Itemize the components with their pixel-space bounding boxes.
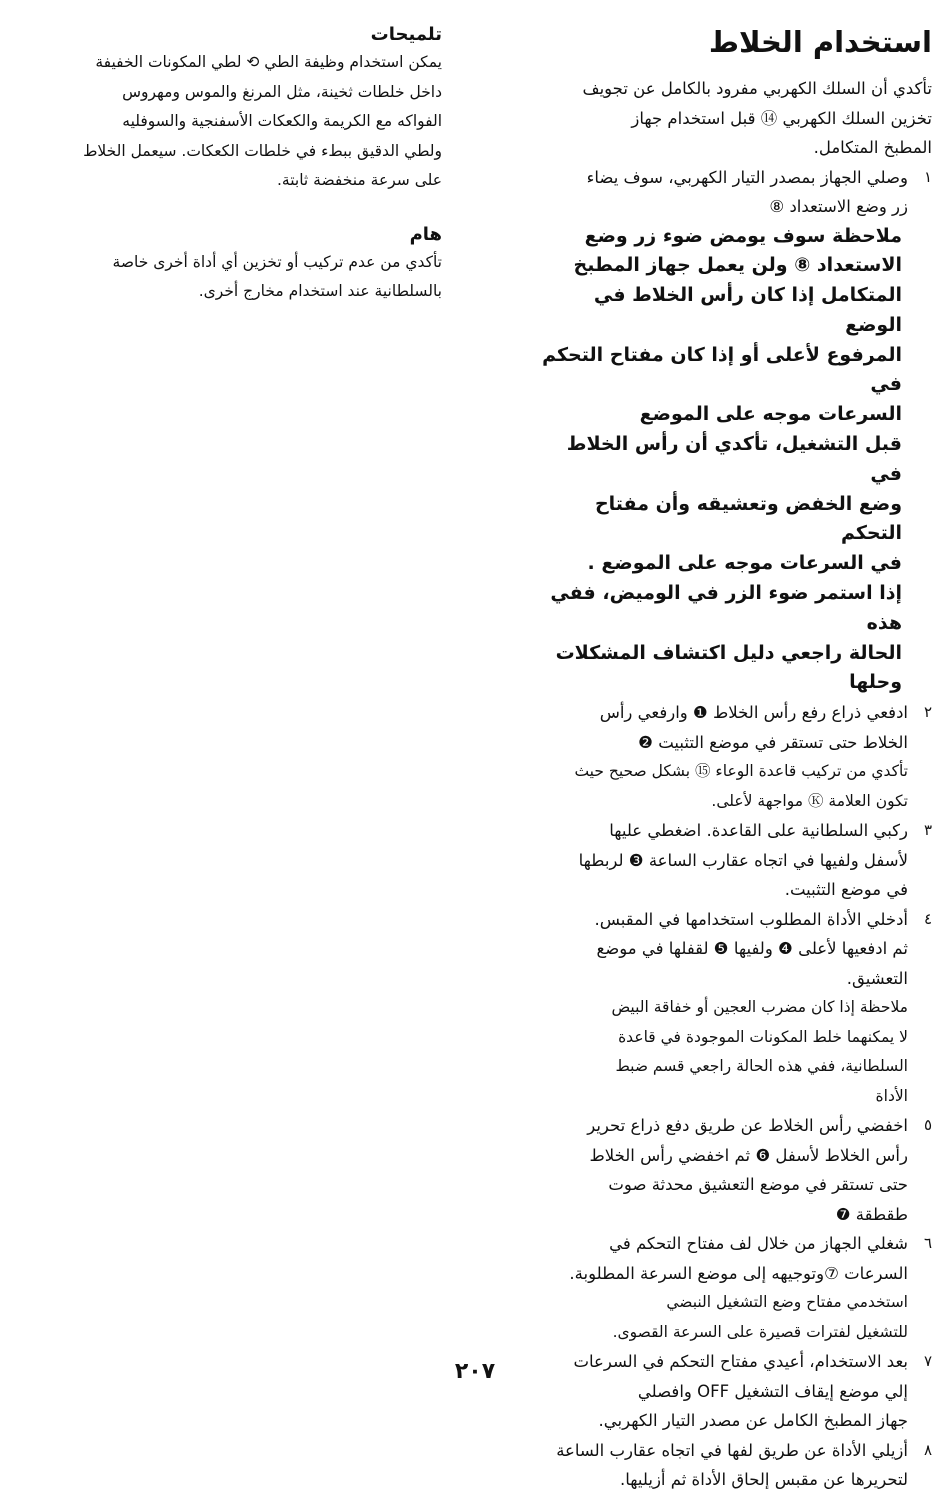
step-line: أدخلي الأداة المطلوب استخدامها في المقبس. — [594, 909, 908, 929]
intro-paragraph — [512, 74, 932, 163]
main-column — [512, 22, 932, 1495]
step-line: السرعات ⑦وتوجيهه إلى موضع السرعة المطلوبة. — [569, 1263, 908, 1283]
step-line: ثم ادفعيها لأعلى ❹ ولفيها ❺ لقفلها في موضع — [596, 939, 908, 959]
step-line: السلطانية، ففي هذه الحالة راجعي قسم ضبط — [615, 1057, 908, 1076]
note-line: ملاحظة سوف يومض ضوء زر وضع — [584, 224, 902, 247]
step-line: طقطقة ❼ — [835, 1204, 908, 1224]
tips-paragraph — [22, 48, 442, 196]
note-line: المتكامل إذا كان رأس الخلاط في الوضع — [593, 284, 902, 336]
note-line: السرعات موجه على الموضع — [639, 403, 902, 426]
step-line: اخفضي رأس الخلاط عن طريق دفع ذراع تحرير — [587, 1116, 908, 1136]
step-line: الأداة — [875, 1086, 908, 1105]
tips-line: على سرعة منخفضة ثابتة. — [276, 171, 442, 189]
note-line: الاستعداد ⑧ ولن يعمل جهاز المطبخ — [573, 254, 902, 277]
step-line: بعد الاستخدام، أعيدي مفتاح التحكم في السرعات — [573, 1352, 908, 1372]
step-line: لأسفل ولفيها في اتجاه عقارب الساعة ❸ لربطها — [578, 850, 908, 870]
important-paragraph — [22, 248, 442, 307]
intro-line: تأكدي أن السلك الكهربي مفرود بالكامل عن تجويف — [582, 79, 932, 98]
step-line: رأس الخلاط لأسفل ❻ ثم اخفضي رأس الخلاط — [589, 1145, 908, 1165]
step-line: لا يمكنهما خلط المكونات الموجودة في قاعدة — [618, 1027, 908, 1046]
step-6 — [512, 1229, 932, 1347]
note-line: وضع الخفض وتعشيقه وأن مفتاح التحكم — [594, 492, 902, 545]
step-line: إلي موضع إيقاف التشغيل OFF وافصلي — [637, 1381, 908, 1401]
step-number: ٨ — [923, 1440, 932, 1459]
step-line: شغلي الجهاز من خلال لف مفتاح التحكم في — [609, 1234, 908, 1254]
step-3 — [512, 816, 932, 905]
step-line: في موضع التثبيت. — [784, 880, 908, 900]
note-line: المرفوع لأعلى أو إذا كان مفتاح التحكم في — [542, 343, 902, 396]
step-line: ادفعي ذراع رفع رأس الخلاط ❶ وارفعي رأس — [599, 703, 908, 723]
step-number: ٧ — [923, 1352, 932, 1371]
step-line: تكون العلامة Ⓚ مواجهة لأعلى. — [711, 791, 908, 810]
step-line: وصلي الجهاز بمصدر التيار الكهربي، سوف يضاء — [586, 167, 908, 187]
step-line: جهاز المطبخ الكامل عن مصدر التيار الكهربي. — [598, 1411, 908, 1431]
step-1 — [512, 163, 932, 222]
note-line: إذا استمر ضوء الزر في الوميض، ففي هذه — [550, 582, 902, 634]
tips-heading: تلميحات — [370, 24, 442, 45]
page-number: ٢٠٧ — [454, 1359, 496, 1384]
step-line: استخدمي مفتاح وضع التشغيل النبضي — [666, 1293, 908, 1312]
step-number: ٦ — [923, 1234, 932, 1253]
note-line: في السرعات موجه على الموضع . — [587, 552, 902, 575]
tips-line: داخل خلطات ثخينة، مثل المرنغ والموس ومهروس — [122, 82, 442, 101]
step-line: ملاحظة إذا كان مضرب العجين أو خفاقة البيض — [611, 998, 908, 1017]
step-line: تأكدي من تركيب قاعدة الوعاء ⑮ بشكل صحيح حيث — [574, 762, 908, 781]
step-number: ٥ — [923, 1116, 932, 1135]
bold-note — [512, 222, 932, 699]
important-heading: هام — [409, 223, 442, 245]
intro-line: المطبخ المتكامل. — [813, 138, 932, 157]
important-line: تأكدي من عدم تركيب أو تخزين أي أداة أخرى خاصة — [112, 252, 442, 271]
intro-line: تخزين السلك الكهربي ⑭ قبل استخدام جهاز — [631, 108, 932, 128]
step-number: ٣ — [923, 821, 932, 840]
step-line: التعشيق. — [846, 968, 908, 988]
step-8 — [512, 1436, 932, 1495]
note-line: الحالة راجعي دليل اكتشاف المشكلات — [555, 641, 902, 664]
step-line: للتشغيل لفترات قصيرة على السرعة القصوى. — [612, 1322, 908, 1341]
side-column — [22, 22, 442, 307]
step-line: زر وضع الاستعداد ⑧ — [769, 197, 908, 216]
step-5 — [512, 1111, 932, 1229]
step-number: ١ — [923, 167, 932, 186]
step-number: ٢ — [923, 703, 932, 722]
step-line: حتى تستقر في موضع التعشيق محدثة صوت — [608, 1175, 908, 1195]
step-line: الخلاط حتى تستقر في موضع التثبيت ❷ — [638, 732, 908, 752]
tips-line: ولطي الدقيق ببطء في خلطات الكعكات. سيعمل الخلاط — [83, 141, 442, 160]
page-title: استخدام الخلاط — [708, 25, 932, 59]
note-line: وحلها — [849, 671, 902, 694]
step-4 — [512, 905, 932, 1112]
tips-line: يمكن استخدام وظيفة الطي ⟲ لطي المكونات الخفيفة — [95, 53, 442, 71]
step-2 — [512, 698, 932, 816]
tips-line: الفواكه مع الكريمة والكعكات الأسفنجية والسوفليه — [122, 112, 442, 130]
step-line: أزيلي الأداة عن طريق لفها في اتجاه عقارب الساعة — [556, 1440, 908, 1460]
step-line: لتحريرها عن مقبس إلحاق الأداة ثم أزيليها. — [620, 1470, 908, 1490]
step-line: ركبي السلطانية على القاعدة. اضغطي عليها — [609, 821, 908, 841]
step-number: ٤ — [923, 909, 932, 928]
note-line: قبل التشغيل، تأكدي أن رأس الخلاط في — [566, 433, 902, 485]
important-line: بالسلطانية عند استخدام مخارج أخرى. — [198, 282, 442, 300]
